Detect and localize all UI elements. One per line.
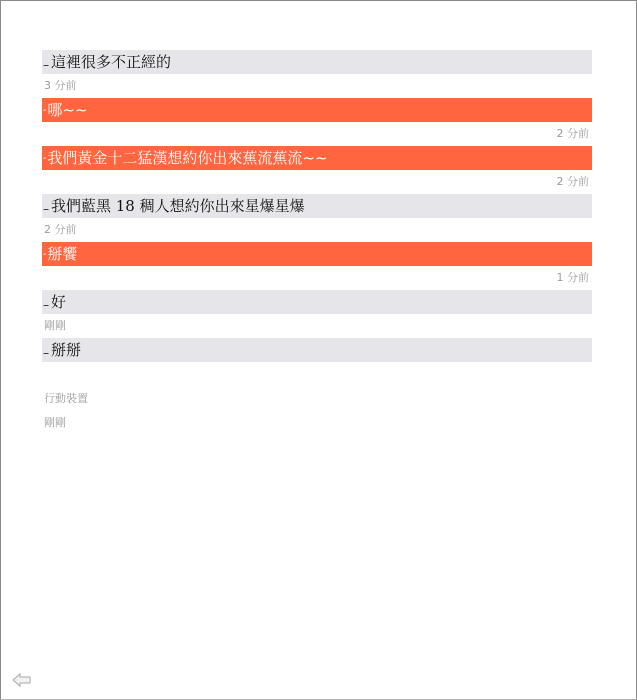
- sender-marker: -: [43, 105, 47, 116]
- sender-marker: –: [43, 346, 49, 360]
- message-time: 2 分前: [556, 127, 589, 140]
- sender-marker: –: [43, 202, 49, 216]
- sender-marker: -: [43, 249, 47, 260]
- message-bubble: [42, 146, 592, 170]
- message-time: 3 分前: [44, 79, 77, 92]
- status-time: 剛剛: [44, 416, 66, 429]
- message-time: 剛剛: [44, 319, 66, 332]
- message-text: 我們黃金十二猛漢想約你出來蕉流蕉流~~: [47, 149, 328, 167]
- message-text: 好: [51, 293, 67, 311]
- sender-marker: –: [43, 58, 49, 72]
- message-received: [42, 290, 592, 338]
- device-status: 行動裝置: [44, 392, 88, 405]
- message-sent: [42, 146, 592, 194]
- message-text: 掰饗: [47, 245, 78, 263]
- message-time: 2 分前: [44, 223, 77, 236]
- message-bubble: [42, 50, 592, 74]
- sender-marker: –: [43, 298, 49, 312]
- message-bubble: [42, 194, 592, 218]
- message-text: 這裡很多不正經的: [51, 53, 172, 71]
- message-sent: [42, 98, 592, 146]
- message-bubble: [42, 338, 592, 362]
- message-received: [42, 338, 592, 362]
- back-arrow-icon[interactable]: [12, 672, 32, 688]
- message-received: [42, 50, 592, 98]
- message-text: 掰掰: [51, 341, 82, 359]
- sender-marker: -: [43, 153, 47, 164]
- message-time: 1 分前: [556, 271, 589, 284]
- message-bubble: [42, 98, 592, 122]
- message-text: 哪~~: [47, 101, 88, 119]
- message-text: 我們藍黑 18 稠人想約你出來星爆星爆: [51, 197, 305, 215]
- message-time: 2 分前: [556, 175, 589, 188]
- message-sent: [42, 242, 592, 290]
- message-bubble: [42, 290, 592, 314]
- message-received: [42, 194, 592, 242]
- message-thread: [42, 50, 592, 362]
- message-bubble: [42, 242, 592, 266]
